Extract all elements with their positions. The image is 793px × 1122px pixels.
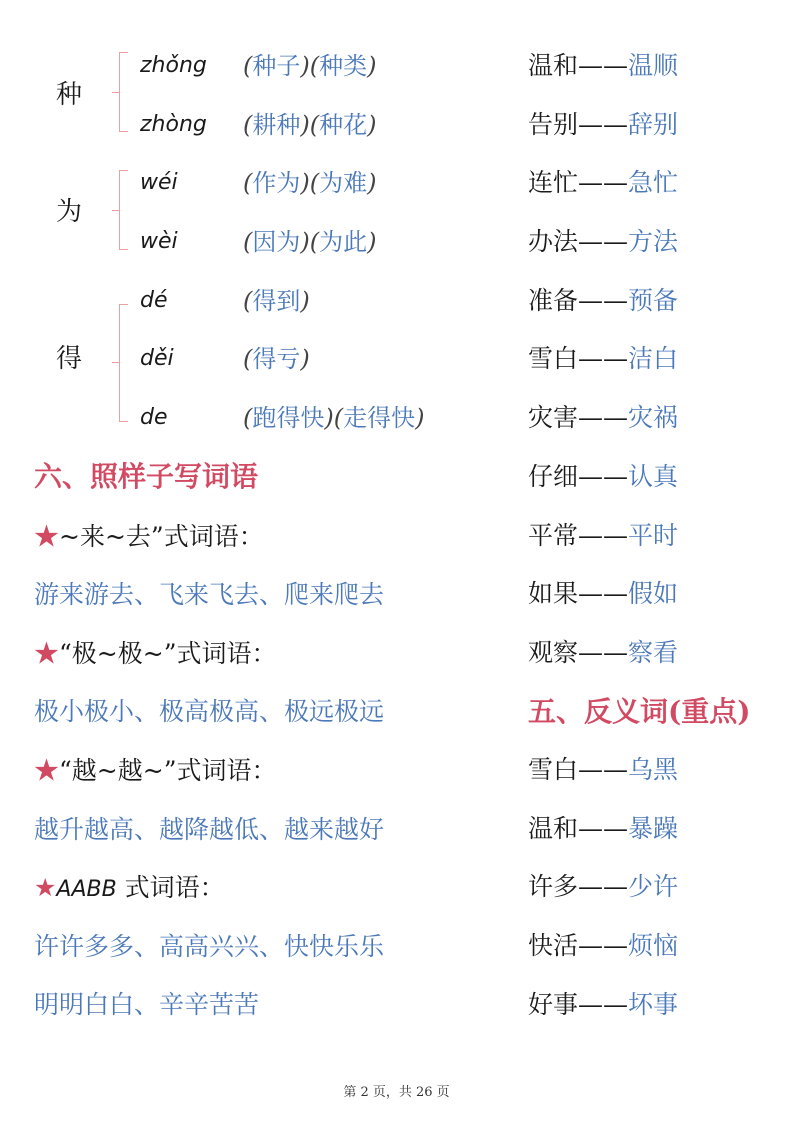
pattern-answer: 明明白白、辛辛苦苦 — [34, 990, 260, 1019]
example-words: (耕种)(种花) — [243, 111, 377, 139]
synonym-pair: 雪白——洁白 — [528, 344, 679, 373]
synonym-pair: 温和——温顺 — [528, 51, 679, 80]
pattern-answer: 游来游去、飞来飞去、爬来爬去 — [34, 580, 385, 609]
synonym-pair: 灾害——灾祸 — [528, 403, 679, 432]
star-icon: ★ — [34, 756, 60, 785]
pattern-answer: 越升越高、越降越低、越来越好 — [34, 815, 385, 844]
example-words: (跑得快)(走得快) — [243, 404, 425, 432]
pinyin: dé — [140, 288, 168, 313]
synonym-pair: 告别——辞别 — [528, 110, 679, 139]
star-icon: ★ — [34, 639, 60, 668]
section-6-title: 六、照样子写词语 — [34, 460, 259, 493]
pinyin: zhǒng — [140, 53, 207, 78]
synonym-pair: 观察——察看 — [528, 638, 679, 667]
brace — [119, 304, 120, 422]
synonym-pair: 仔细——认真 — [528, 462, 679, 491]
pattern-answer: 极小极小、极高极高、极远极远 — [34, 697, 385, 726]
brace — [119, 52, 120, 132]
antonym-pair: 快活——烦恼 — [528, 931, 679, 960]
synonym-pair: 办法——方法 — [528, 227, 679, 256]
section-5-title: 五、反义词(重点) — [528, 695, 751, 728]
antonym-pair: 好事——坏事 — [528, 990, 679, 1019]
pinyin: wèi — [140, 229, 178, 254]
pattern-label: ★“越~越~”式词语： — [34, 756, 277, 785]
star-icon: ★ — [34, 873, 57, 902]
example-words: (因为)(为此) — [243, 228, 377, 256]
pinyin: de — [140, 405, 168, 430]
example-words: (得到) — [243, 287, 310, 315]
example-words: (种子)(种类) — [243, 52, 377, 80]
polyphone-char: 得 — [56, 344, 83, 374]
polyphone-char: 种 — [56, 80, 83, 110]
brace — [119, 170, 120, 250]
synonym-pair: 连忙——急忙 — [528, 168, 679, 197]
synonym-pair: 准备——预备 — [528, 286, 679, 315]
pinyin: děi — [140, 346, 174, 371]
pinyin: wéi — [140, 170, 178, 195]
antonym-pair: 温和——暴躁 — [528, 814, 679, 843]
polyphone-char: 为 — [56, 197, 83, 227]
synonym-pair: 平常——平时 — [528, 521, 679, 550]
pattern-answer: 许许多多、高高兴兴、快快乐乐 — [34, 932, 385, 961]
pattern-label: ★~来~去”式词语： — [34, 522, 264, 551]
pattern-label: ★“极~极~”式词语： — [34, 639, 277, 668]
example-words: (得亏) — [243, 345, 310, 373]
pattern-label: ★AABB 式词语： — [34, 873, 225, 902]
star-icon: ★ — [34, 522, 60, 551]
antonym-pair: 雪白——乌黑 — [528, 755, 679, 784]
antonym-pair: 许多——少许 — [528, 872, 679, 901]
pinyin: zhòng — [140, 112, 207, 137]
page-footer: 第 2 页，共 26 页 — [343, 1085, 450, 1100]
synonym-pair: 如果——假如 — [528, 579, 679, 608]
example-words: (作为)(为难) — [243, 169, 377, 197]
